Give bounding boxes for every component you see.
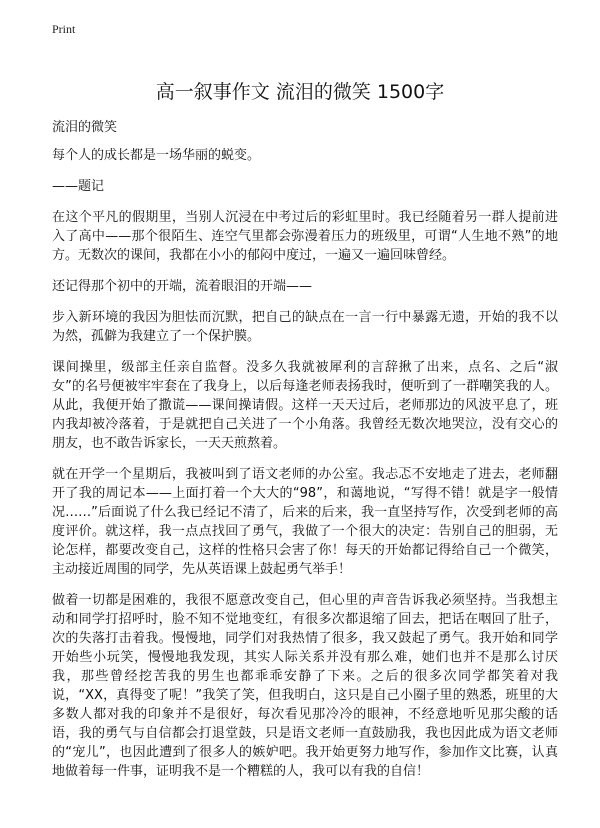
print-link[interactable]: Print [52,22,76,36]
article-body [52,118,558,793]
paragraph: 在这个平凡的假期里，当别人沉浸在中考过后的彩虹里时。我已经随着另一群人提前进入了高中——那个很陌生、连空气里都会弥漫着压力的班级里，可谓“人生地不熟”的地方。无数次的课间，我都在小小的郁闷中度过，一遍又一遍回味曾经。 [52,210,558,263]
paragraph: 做着一切都是困难的，我很不愿意改变自己，但心里的声音告诉我必须坚持。当我想主动和同学打招呼时，脸不知不觉地变红，有很多次都退缩了回去，把话在咽回了肚子，次的失落打击着我。慢慢地，同学们对我热情了很多，我又鼓起了勇气。我开始和同学开始些小玩笑，慢慢地我发现，其实人际关系并没有那么难，她们也并不是那么讨厌我，那些曾经挖苦我的男生也都乖乖安静了下来。之后的很多次同学都笑着对我说，“XX，真得变了呢！”我笑了笑，但我明白，这只是自己小圈子里的熟悉，班里的大多数人都对我的印象并不是很好，每次看见那冷冷的眼神，不经意地听见那尖酸的话语，我的勇气与自信都会打退堂鼓，只是语文老师一直鼓励我，我也因此成为语文老师的“宠儿”，也因此遭到了很多人的嫉妒吧。我开始更努力地写作，参加作文比赛，认真地做着每一件事，证明我不是一个糟糕的人，我可以有我的自信！ [52,593,558,779]
article-subtitle: 流泪的微笑 [52,120,118,135]
page-title: 高一叙事作文 流泪的微笑 1500字 [155,81,445,103]
paragraph: 还记得那个初中的开端，流着眼泪的开端—— [52,279,313,294]
paragraph: 步入新环境的我因为胆怯而沉默，把自己的缺点在一言一行中暴露无遗，开始的我不以为然，孤僻为我建立了一个保护膜。 [52,310,558,344]
epigraph: 每个人的成长都是一场华丽的蜕变。 [52,148,261,163]
paragraph: 就在开学一个星期后，我被叫到了语文老师的办公室。我忐忑不安地走了进去，老师翻开了我的周记本——上面打着一个大大的“98”，和蔼地说，“写得不错！就是字一般情况……”后面说了什么我已经记不清了，后来的后来，我一直坚持写作，次受到老师的高度评价。就这样，我一点点找回了勇气，我做了一个很大的决定：告别自己的胆弱，无论怎样，都要改变自己，这样的性格只会害了你！每天的开始都记得给自己一个微笑，主动接近周围的同学，先从英语课上鼓起勇气举手！ [52,467,558,577]
epigraph-attribution: ——题记 [52,179,105,194]
paragraph: 课间操里，级部主任亲自监督。没多久我就被犀利的言辞揪了出来，点名、之后“淑女”的名号便被牢牢套在了我身上，以后每逢老师表扬我时，便听到了一群嘲笑我的人。从此，我便开始了撒谎——课间操请假。这样一天天过后，老师那边的风波平息了，班内我却被冷落着，于是就把自己关进了一个小角落。我曾经无数次地哭泣，没有交心的朋友，也不敢告诉家长，一天天煎熬着。 [52,360,558,451]
